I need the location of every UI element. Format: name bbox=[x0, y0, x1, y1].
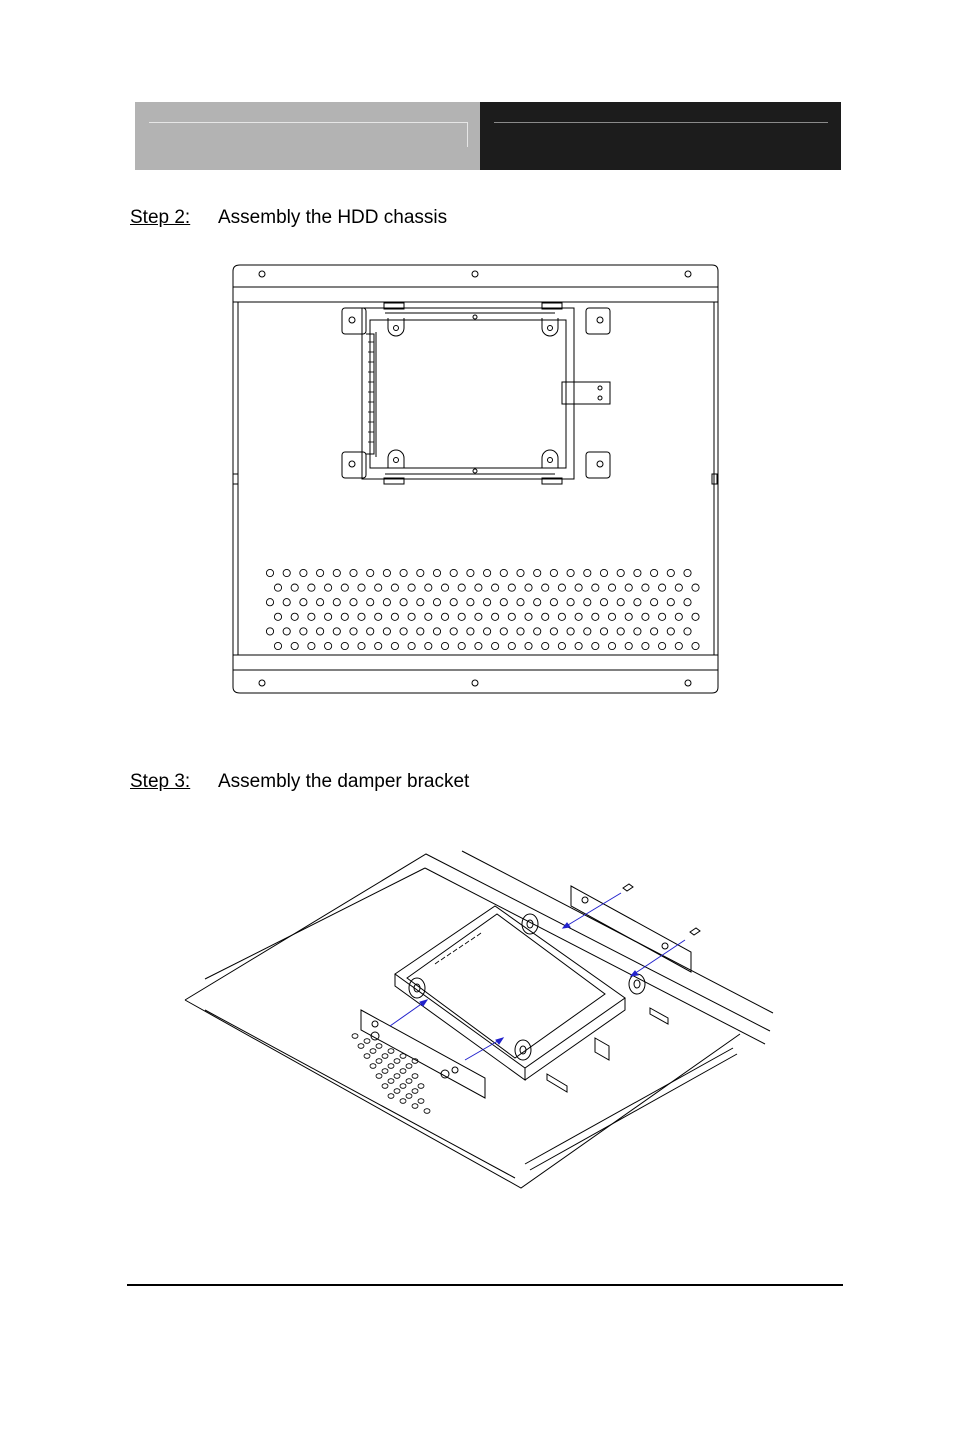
step-3-heading bbox=[130, 771, 469, 793]
damper-bracket-isometric-drawing bbox=[185, 848, 775, 1193]
page-header-banner bbox=[135, 102, 841, 170]
step-2-text: Assembly the HDD chassis bbox=[218, 207, 448, 228]
header-left-panel bbox=[135, 102, 480, 170]
footer-rule bbox=[127, 1284, 843, 1286]
step-2-heading bbox=[130, 207, 447, 229]
header-left-rule bbox=[149, 122, 468, 147]
header-right-rule bbox=[494, 122, 828, 123]
step-2-number: Step 2: bbox=[130, 207, 191, 228]
step-3-number: Step 3: bbox=[130, 771, 191, 792]
step-3-text: Assembly the damper bracket bbox=[218, 771, 470, 792]
header-right-panel bbox=[480, 102, 841, 170]
hdd-chassis-top-view-drawing bbox=[230, 262, 722, 696]
